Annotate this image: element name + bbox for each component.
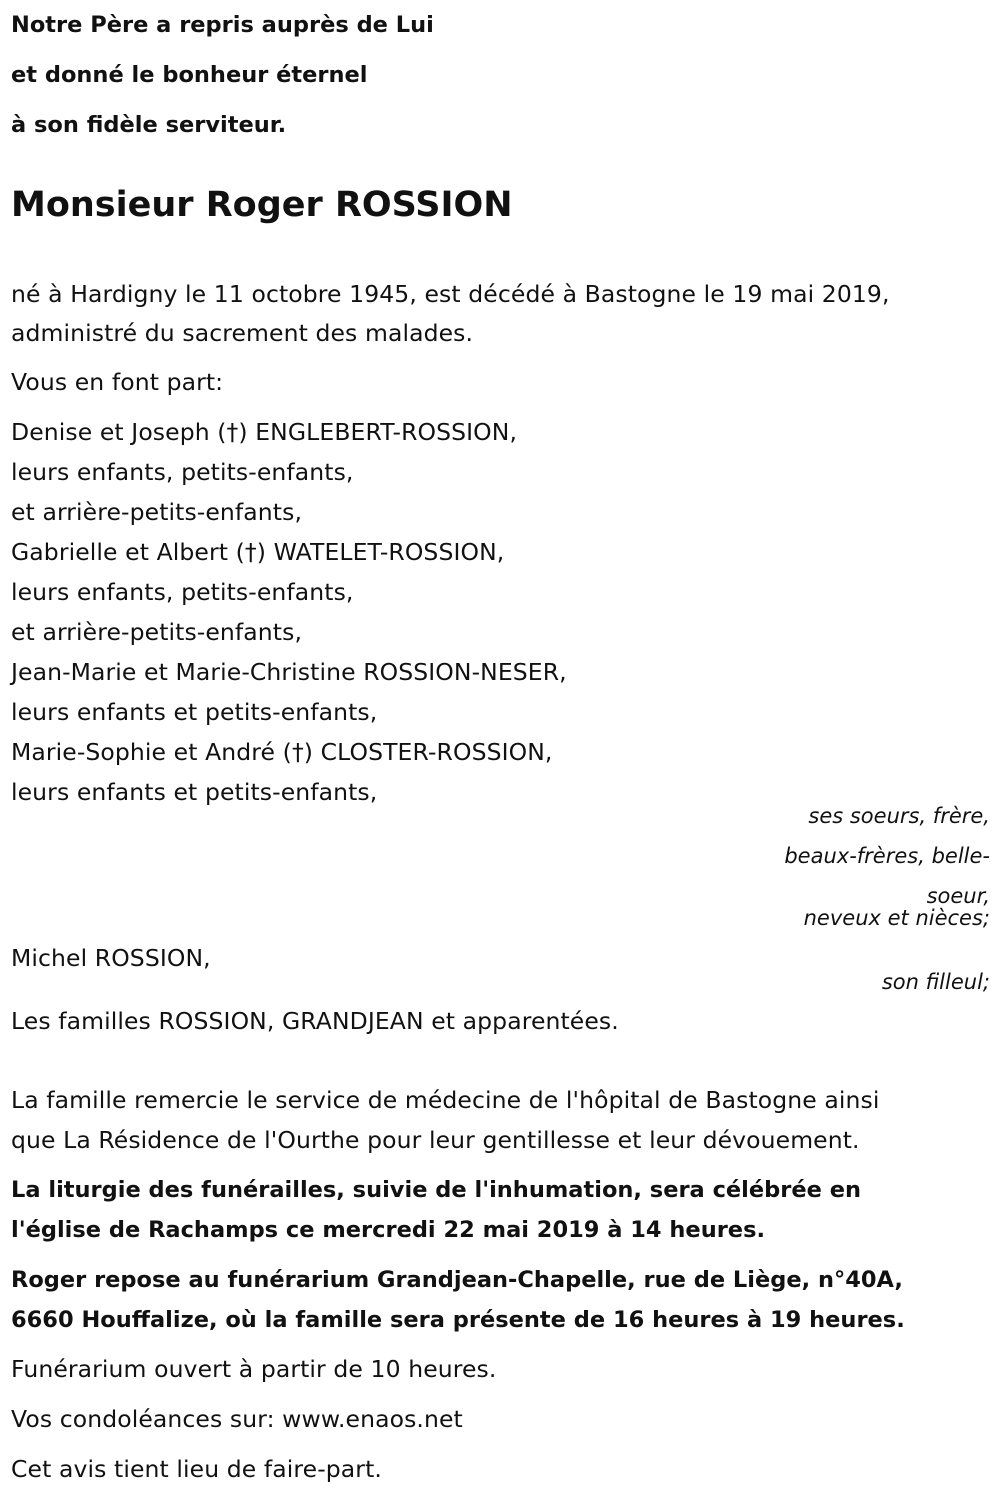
liturgy-line: l'église de Rachamps ce mercredi 22 mai 2019 à 14 heures. — [11, 1217, 766, 1243]
family-line: leurs enfants et petits-enfants, — [11, 698, 378, 726]
relation-line: neveux et nièces; — [803, 906, 990, 930]
thanks-line: La famille remercie le service de médecine de l'hôpital de Bastogne ainsi — [11, 1086, 880, 1114]
family-line: Denise et Joseph (†) ENGLEBERT-ROSSION, — [11, 418, 518, 446]
relation-line: beaux-frères, belle- — [784, 844, 990, 868]
liturgy-line: La liturgie des funérailles, suivie de l'inhumation, sera célébrée en — [11, 1177, 861, 1203]
godson-line: Michel ROSSION, — [11, 944, 211, 972]
rest-line: Roger repose au funérarium Grandjean-Chapelle, rue de Liège, n°40A, — [11, 1267, 903, 1293]
intro-line: Notre Père a repris auprès de Lui — [11, 12, 434, 38]
family-line: Jean-Marie et Marie-Christine ROSSION-NESER, — [11, 658, 567, 686]
intro-line: et donné le bonheur éternel — [11, 62, 368, 88]
families-line: Les familles ROSSION, GRANDJEAN et apparentées. — [11, 1007, 619, 1035]
intro-line: à son fidèle serviteur. — [11, 112, 287, 138]
family-line: leurs enfants, petits-enfants, — [11, 578, 354, 606]
family-line: Gabrielle et Albert (†) WATELET-ROSSION, — [11, 538, 505, 566]
relation-line: ses soeurs, frère, — [808, 804, 990, 828]
bio-line: né à Hardigny le 11 octobre 1945, est décédé à Bastogne le 19 mai 2019, — [11, 280, 890, 308]
family-line: leurs enfants et petits-enfants, — [11, 778, 378, 806]
thanks-line: que La Résidence de l'Ourthe pour leur gentillesse et leur dévouement. — [11, 1126, 860, 1154]
condolences-line: Vos condoléances sur: www.enaos.net — [11, 1405, 463, 1433]
rest-line: 6660 Houffalize, où la famille sera présente de 16 heures à 19 heures. — [11, 1307, 905, 1333]
opening-line: Funérarium ouvert à partir de 10 heures. — [11, 1355, 497, 1383]
family-line: et arrière-petits-enfants, — [11, 498, 303, 526]
relation-line: soeur, — [926, 884, 990, 908]
family-line: et arrière-petits-enfants, — [11, 618, 303, 646]
relation-line: son filleul; — [881, 970, 990, 994]
family-line: Marie-Sophie et André (†) CLOSTER-ROSSION, — [11, 738, 553, 766]
bio-line: administré du sacrement des malades. — [11, 319, 474, 347]
family-line: leurs enfants, petits-enfants, — [11, 458, 354, 486]
deceased-name: Monsieur Roger ROSSION — [11, 185, 513, 225]
notice-line: Cet avis tient lieu de faire-part. — [11, 1455, 382, 1483]
announce-line: Vous en font part: — [11, 368, 224, 396]
